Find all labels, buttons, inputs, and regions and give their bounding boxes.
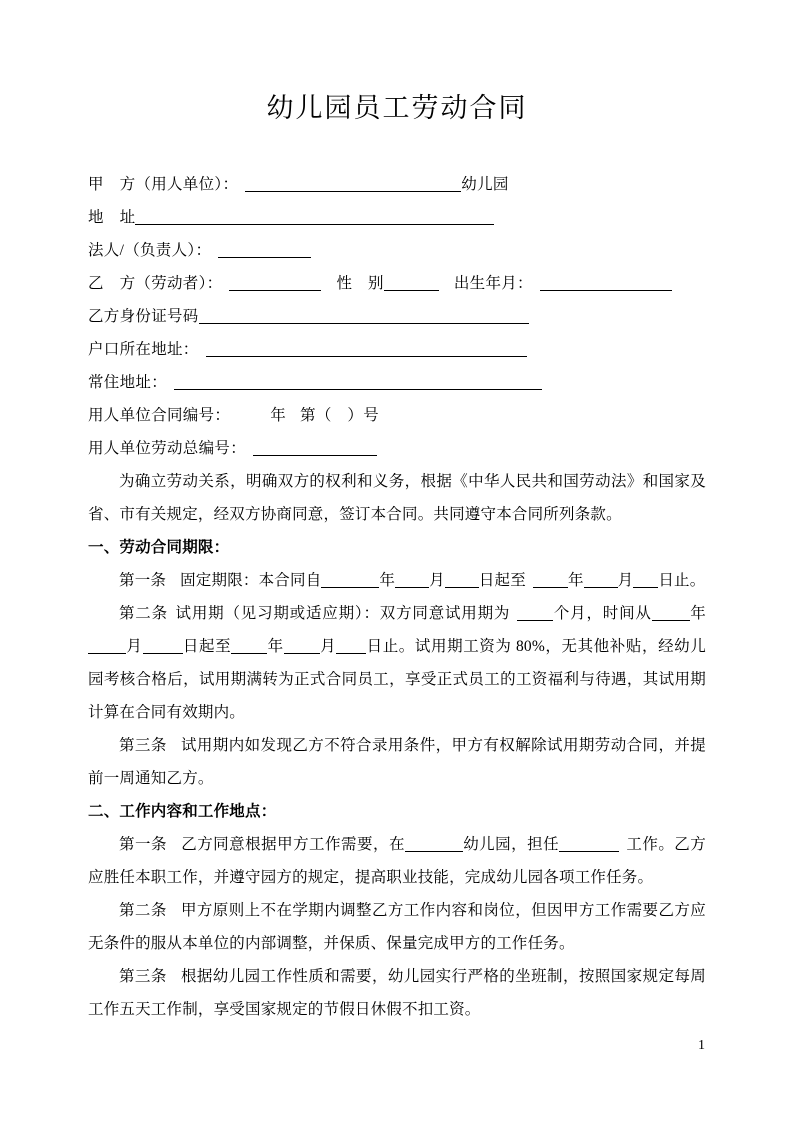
party-a-label: 甲 方（用人单位）： xyxy=(88,175,239,193)
gender-label: 性 别 xyxy=(336,274,384,292)
clause-1-2-text-7: 日止。试用期工资为 80%，无其他补贴，经幼儿园考核合格后，试用期满转为正式合同员工，享受正式员工的工资福利与待遇，其试用期计算在合同有效期内。 xyxy=(88,637,706,721)
field-row-party-b xyxy=(88,267,706,300)
clause-1-1-text-0: 固定期限：本合同自 xyxy=(180,571,322,589)
field-row-party-a xyxy=(88,168,706,201)
clause-1-1-end-year-blank[interactable] xyxy=(533,572,568,588)
clause-1-1 xyxy=(88,564,706,597)
field-row-legal-person xyxy=(88,234,706,267)
clause-1-2-probation-months-blank[interactable] xyxy=(517,605,553,621)
clause-1-2-text-2: 年 xyxy=(689,604,706,622)
birth-label: 出生年月： xyxy=(453,274,533,292)
clause-1-1-text-4: 年 xyxy=(567,571,584,589)
clause-1-2-start-year-blank[interactable] xyxy=(652,605,690,621)
residence-address-label: 常住地址： xyxy=(88,373,168,391)
clause-2-2-text: 甲方原则上不在学期内调整乙方工作内容和岗位，但因甲方工作需要乙方应无条件的服从本单位的内部调整，并保质、保量完成甲方的工作任务。 xyxy=(88,901,706,952)
clause-1-2-start-month-blank[interactable] xyxy=(88,638,126,654)
section-heading-1: 一、劳动合同期限： xyxy=(88,538,230,556)
clause-1-2-text-5: 年 xyxy=(267,637,284,655)
section-heading-2: 二、工作内容和工作地点： xyxy=(88,802,277,820)
birth-year-input-blank[interactable] xyxy=(540,275,600,291)
clause-2-1-position-blank[interactable] xyxy=(559,836,619,852)
clause-1-2-end-month-blank[interactable] xyxy=(284,638,320,654)
clause-2-1 xyxy=(88,828,706,894)
clause-1-1-text-6: 日止。 xyxy=(658,571,706,589)
household-address-label: 户口所在地址： xyxy=(88,340,199,358)
clause-1-1-number: 第一条 xyxy=(119,571,167,589)
field-row-address xyxy=(88,201,706,234)
clause-1-1-text-5: 月 xyxy=(617,571,634,589)
field-row-residence-address xyxy=(88,366,706,399)
clause-1-2-text-3: 月 xyxy=(126,637,143,655)
residence-address-input-blank[interactable] xyxy=(174,374,542,390)
clause-1-1-start-day-blank[interactable] xyxy=(445,572,479,588)
clause-2-3 xyxy=(88,960,706,1026)
clause-2-2 xyxy=(88,894,706,960)
clause-1-1-end-day-blank[interactable] xyxy=(633,572,658,588)
address-input-blank[interactable] xyxy=(135,209,494,225)
labor-total-no-input-blank[interactable] xyxy=(253,440,377,456)
contract-no-label: 用人单位合同编号： xyxy=(88,406,231,424)
clause-1-1-text-2: 月 xyxy=(429,571,445,589)
page-title: 幼儿园员工劳动合同 xyxy=(266,93,528,123)
clause-1-1-start-year-blank[interactable] xyxy=(321,572,379,588)
party-information-fields xyxy=(88,168,706,465)
clause-2-3-number: 第三条 xyxy=(119,967,167,985)
page-number: 1 xyxy=(698,1038,705,1053)
contract-no-suffix-label: 第（ ）号 xyxy=(300,406,380,424)
clause-2-1-kindergarten-blank[interactable] xyxy=(405,836,463,852)
clause-1-3-text: 试用期内如发现乙方不符合录用条件，甲方有权解除试用期劳动合同，并提前一周通知乙方。 xyxy=(88,736,706,787)
birth-month-input-blank[interactable] xyxy=(600,275,672,291)
party-a-suffix: 幼儿园 xyxy=(461,175,509,193)
clause-2-1-text-2: 工作。乙方应胜任本职工作，并遵守园方的规定，提高职业技能，完成幼儿园各项工作任务。 xyxy=(88,835,706,886)
contract-no-year-label: 年 xyxy=(270,406,287,424)
party-a-input-blank[interactable] xyxy=(245,176,461,192)
labor-total-no-label: 用人单位劳动总编号： xyxy=(88,439,247,457)
clause-1-1-text-1: 年 xyxy=(379,571,396,589)
clause-1-1-text-3: 日起至 xyxy=(478,571,526,589)
field-row-id-number xyxy=(88,300,706,333)
field-row-household-address xyxy=(88,333,706,366)
clause-2-1-text-1: 幼儿园，担任 xyxy=(462,835,560,853)
party-b-label: 乙 方（劳动者）： xyxy=(88,274,223,292)
address-label: 地 址 xyxy=(88,208,136,226)
clause-1-3-number: 第三条 xyxy=(119,736,167,754)
id-number-label: 乙方身份证号码 xyxy=(88,307,199,325)
gender-input-blank-extra[interactable] xyxy=(426,275,439,291)
clause-1-3 xyxy=(88,729,706,795)
clause-1-2-end-day-blank[interactable] xyxy=(336,638,366,654)
clause-1-1-end-month-blank[interactable] xyxy=(584,572,618,588)
clause-2-3-text: 根据幼儿园工作性质和需要，幼儿园实行严格的坐班制，按照国家规定每周工作五天工作制，享受国家规定的节假日休假不扣工资。 xyxy=(88,967,706,1018)
clause-2-1-number: 第一条 xyxy=(119,835,167,853)
legal-person-label: 法人/（负责人）： xyxy=(88,241,212,259)
id-number-input-blank[interactable] xyxy=(199,308,529,324)
clause-2-2-number: 第二条 xyxy=(119,901,167,919)
clause-1-2-start-day-blank[interactable] xyxy=(143,638,183,654)
gender-input-blank[interactable] xyxy=(384,275,426,291)
clause-1-1-start-month-blank[interactable] xyxy=(395,572,429,588)
document-body xyxy=(88,0,706,1026)
clause-2-1-text-0: 乙方同意根据甲方工作需要，在 xyxy=(180,835,405,853)
field-row-contract-number xyxy=(88,399,706,432)
clause-1-2-text-0: 试用期（见习期或适应期）：双方同意试用期为 xyxy=(174,604,511,622)
clause-1-2-number: 第二条 xyxy=(119,604,168,622)
clause-1-2-text-1: 个月，时间从 xyxy=(553,604,652,622)
preamble-paragraph: 为确立劳动关系，明确双方的权利和义务，根据《中华人民共和国劳动法》和国家及省、市有关规定，经双方协商同意，签订本合同。共同遵守本合同所列条款。 xyxy=(88,472,706,523)
clause-1-2 xyxy=(88,597,706,729)
clause-1-2-text-4: 日起至 xyxy=(182,637,232,655)
party-b-name-input-blank[interactable] xyxy=(229,275,321,291)
legal-person-input-blank[interactable] xyxy=(218,242,311,258)
field-row-labor-total-number xyxy=(88,432,706,465)
household-address-input-blank[interactable] xyxy=(206,341,527,357)
clause-1-2-end-year-blank[interactable] xyxy=(231,638,267,654)
clause-1-2-text-6: 月 xyxy=(319,637,337,655)
